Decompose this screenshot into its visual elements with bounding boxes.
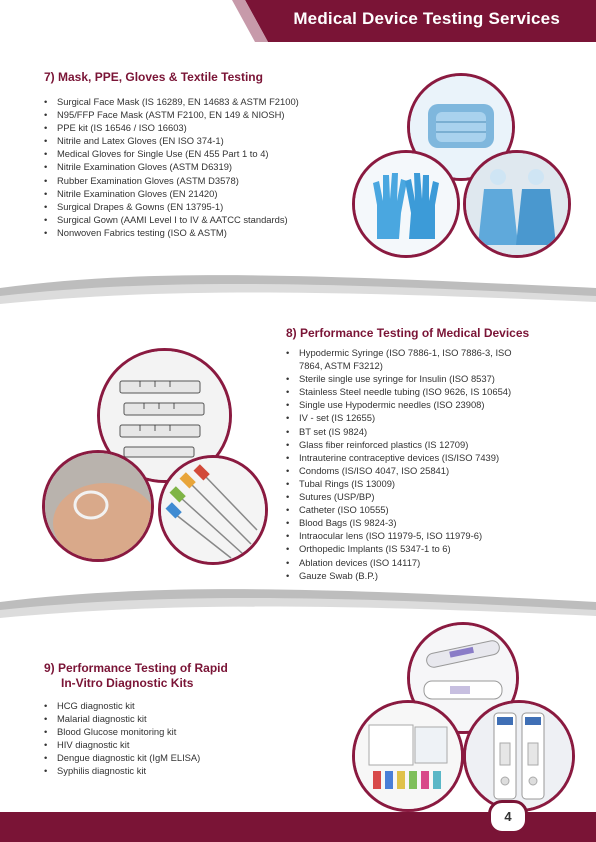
list-item: • Surgical Gown (AAMI Level I to IV & AATCC standards)	[44, 213, 374, 226]
list-item: • Stainless Steel needle tubing (ISO 9626, IS 10654)	[286, 385, 556, 398]
list-item: • Hypodermic Syringe (ISO 7886-1, ISO 7886-3, ISO 7864, ASTM F3212)	[286, 346, 556, 372]
contact-lens-photo	[42, 450, 154, 562]
list-item: • Nitrile Examination Gloves (ASTM D6319)	[44, 160, 374, 173]
list-item: • Dengue diagnostic kit (IgM ELISA)	[44, 751, 304, 764]
list-item: • Surgical Face Mask (IS 16289, EN 14683 & ASTM F2100)	[44, 95, 374, 108]
list-item: • Medical Gloves for Single Use (EN 455 Part 1 to 4)	[44, 147, 374, 160]
list-item: • Syphilis diagnostic kit	[44, 764, 304, 777]
elisa-kit-photo	[352, 700, 464, 812]
list-item: • Blood Bags (IS 9824-3)	[286, 516, 556, 529]
list-item: • HIV diagnostic kit	[44, 738, 304, 751]
section-7-list	[44, 95, 374, 239]
list-item: • Nonwoven Fabrics testing (ISO & ASTM)	[44, 226, 374, 239]
page-number: 4	[504, 809, 512, 824]
list-item: • IV - set (IS 12655)	[286, 411, 556, 424]
divider-wave	[0, 582, 596, 624]
section-8-title: 8) Performance Testing of Medical Devices	[286, 326, 530, 340]
section-9-title: 9) Performance Testing of Rapid In-Vitro Diagnostic Kits	[44, 661, 228, 690]
header-title: Medical Device Testing Services	[293, 9, 560, 28]
section-8-list	[286, 346, 556, 582]
test-cassette-photo	[463, 700, 575, 812]
surgical-gown-photo	[463, 150, 571, 258]
list-item: • Single use Hypodermic needles (ISO 23908)	[286, 398, 556, 411]
nitrile-gloves-photo	[352, 150, 460, 258]
list-item: • BT set (IS 9824)	[286, 425, 556, 438]
list-item: • Ablation devices (ISO 14117)	[286, 556, 556, 569]
list-item: • Blood Glucose monitoring kit	[44, 725, 304, 738]
list-item: • Sutures (USP/BP)	[286, 490, 556, 503]
section-7-title: 7) Mask, PPE, Gloves & Textile Testing	[44, 70, 263, 84]
divider-wave	[0, 270, 596, 312]
list-item: • Intraocular lens (ISO 11979-5, ISO 11979-6)	[286, 529, 556, 542]
list-item: • PPE kit (IS 16546 / ISO 16603)	[44, 121, 374, 134]
list-item: • Catheter (ISO 10555)	[286, 503, 556, 516]
list-item: • Surgical Drapes & Gowns (EN 13795-1)	[44, 200, 374, 213]
list-item: • Nitrile and Latex Gloves (EN ISO 374-1)	[44, 134, 374, 147]
list-item: • Intrauterine contraceptive devices (IS/ISO 7439)	[286, 451, 556, 464]
list-item: • Sterile single use syringe for Insulin (ISO 8537)	[286, 372, 556, 385]
page-number-badge	[488, 800, 528, 834]
list-item: • Rubber Examination Gloves (ASTM D3578)	[44, 174, 374, 187]
list-item: • HCG diagnostic kit	[44, 699, 304, 712]
list-item: • Orthopedic Implants (IS 5347-1 to 6)	[286, 542, 556, 555]
needles-photo	[158, 455, 268, 565]
list-item: • N95/FFP Face Mask (ASTM F2100, EN 149 & NIOSH)	[44, 108, 374, 121]
list-item: • Glass fiber reinforced plastics (IS 12709)	[286, 438, 556, 451]
list-item: • Nitrile Examination Gloves (EN 21420)	[44, 187, 374, 200]
section-9-list	[44, 699, 304, 778]
list-item: • Tubal Rings (IS 13009)	[286, 477, 556, 490]
list-item: • Condoms (IS/ISO 4047, ISO 25841)	[286, 464, 556, 477]
list-item: • Malarial diagnostic kit	[44, 712, 304, 725]
list-item: • Gauze Swab (B.P.)	[286, 569, 556, 582]
